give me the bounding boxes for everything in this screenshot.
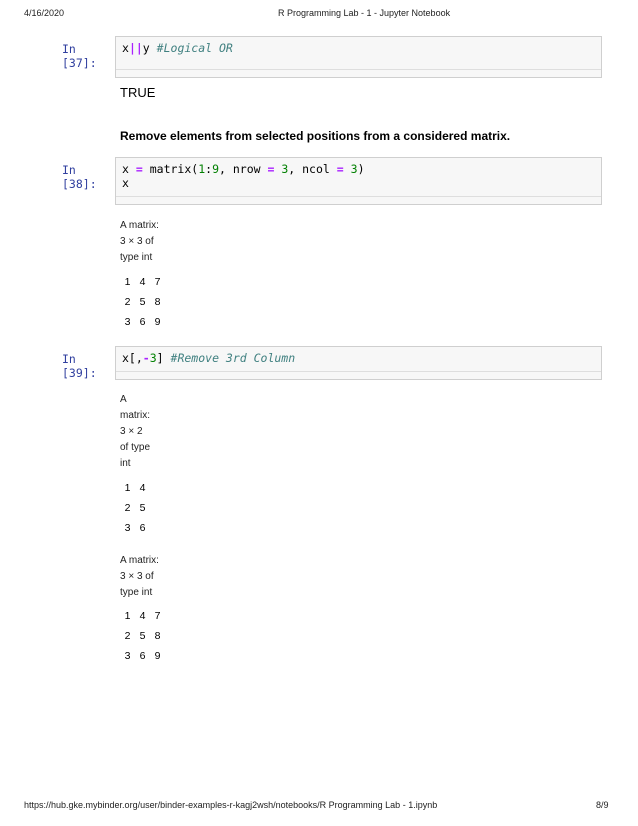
cell-37-code[interactable]: x||y #Logical OR	[122, 41, 233, 55]
table-row: 1 4 7	[124, 610, 161, 622]
table-row: 1 4	[124, 482, 146, 494]
cell-39-code[interactable]: x[,-3] #Remove 3rd Column	[122, 351, 296, 365]
cell-39-matrix	[120, 478, 150, 538]
print-url: https://hub.gke.mybinder.org/user/binder-examples-r-kagj2wsh/notebooks/R Programming Lab - 1.ipynb	[24, 800, 438, 810]
table-row: 3 6	[124, 522, 146, 534]
table-row: 1 4 7	[124, 276, 161, 288]
cell-39-matrix-2	[120, 606, 165, 666]
cell-38-separator	[116, 196, 601, 204]
cell-39-separator	[116, 371, 601, 379]
page-number: 8/9	[596, 800, 609, 810]
cell-39-matrix-2-caption: A matrix: 3 × 3 of type int	[120, 555, 159, 598]
cell-38-input[interactable]	[115, 157, 602, 205]
print-title: R Programming Lab - 1 - Jupyter Notebook	[278, 8, 451, 18]
table-row: 3 6 9	[124, 316, 161, 328]
cell-39-input[interactable]	[115, 346, 602, 380]
table-row: 2 5	[124, 502, 146, 514]
cell-37-input[interactable]	[115, 36, 602, 78]
cell-37-separator	[116, 69, 601, 77]
cell-38-code[interactable]: x = matrix(1:9, nrow = 3, ncol = 3) x	[122, 162, 365, 190]
cell-38-prompt: In [38]:	[62, 163, 97, 191]
markdown-heading: Remove elements from selected positions from a considered matrix.	[120, 129, 511, 143]
cell-39-matrix-caption: A matrix: 3 × 2 of type int	[120, 394, 151, 469]
table-row: 2 5 8	[124, 296, 161, 308]
table-row: 2 5 8	[124, 630, 161, 642]
print-date: 4/16/2020	[24, 8, 65, 18]
cell-37-output: TRUE	[120, 85, 156, 100]
cell-38-matrix	[120, 272, 165, 332]
table-row: 3 6 9	[124, 650, 161, 662]
cell-39-prompt: In [39]:	[62, 352, 97, 380]
cell-37-prompt: In [37]:	[62, 42, 97, 70]
cell-38-matrix-caption: A matrix: 3 × 3 of type int	[120, 220, 159, 263]
